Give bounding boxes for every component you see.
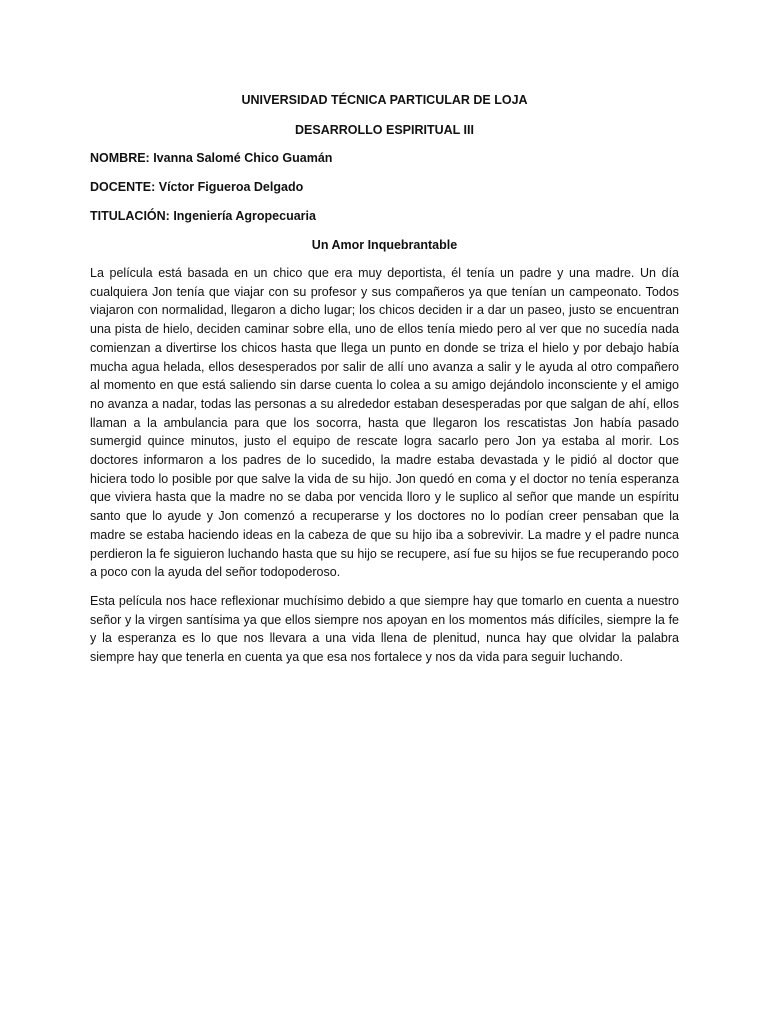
student-name: NOMBRE: Ivanna Salomé Chico Guamán [90,151,333,165]
body-paragraph-1: La película está basada en un chico que era muy deportista, él tenía un padre y una madre. Un día cualquiera Jon tenía que viajar con su profesor y sus compañeros ya que tenían un campeonato. Todos viajaron con normalidad, llegaron a dicho lugar; los chicos deciden ir a dar un paseo, justo se encuentran una pista de hielo, deciden caminar sobre ella, uno de ellos tenía miedo pero al ver que no sucedía nada comienzan a divertirse los chicos hasta que llega un punto en donde se triza el hielo y por debajo había mucha agua helada, ellos desesperados por salir de allí uno avanza a salir y le ayuda al otro compañero al momento en que está saliendo sin darse cuenta lo colea a su amigo dejándolo inconsciente y el amigo no avanza a nadar, todas las personas a su alrededor estaban desesperadas por que salgan de ahí, ellos llaman a la ambulancia para que los socorra, hasta que llegaron los rescatistas Jon había pasado sumergid quince minutos, justo el equipo de rescate logra sacarlo pero Jon ya estaba al morir. Los doctores informaron a los padres de lo sucedido, la madre estaba devastada y le pidió al doctor que hiciera todo lo posible por que salve la vida de su hijo. Jon quedó en coma y el doctor no tenía esperanza que viviera hasta que la madre no se daba por vencida lloro y le suplico al señor que mande un espíritu santo que lo ayude y Jon comenzó a recuperarse y los doctores no lo podían creer pensaban que la madre se estaba haciendo ideas en la cabeza de que su hijo iba a sobrevivir. La madre y el padre nunca perdieron la fe siguieron luchando hasta que su hijo se recupere, así fue su hijos se fue recuperando poco a poco con la ayuda del señor todopoderoso. [90,266,679,580]
university-heading: UNIVERSIDAD TÉCNICA PARTICULAR DE LOJA [241,93,528,107]
teacher-name: DOCENTE: Víctor Figueroa Delgado [90,180,304,194]
body-paragraph-2: Esta película nos hace reflexionar muchísimo debido a que siempre hay que tomarlo en cuenta a nuestro señor y la virgen santísima ya que ellos siempre nos apoyan en los momentos más difíciles, siempre la fe y la esperanza es lo que nos llevara a una vida llena de plenitud, nunca hay que olvidar la palabra siempre hay que tenerla en cuenta ya que esa nos fortalece y nos da vida para seguir luchando. [90,593,679,665]
document-body [90,92,679,677]
essay-title: Un Amor Inquebrantable [311,238,458,252]
course-heading: DESARROLLO ESPIRITUAL III [295,123,474,137]
degree-program: TITULACIÓN: Ingeniería Agropecuaria [90,209,316,223]
